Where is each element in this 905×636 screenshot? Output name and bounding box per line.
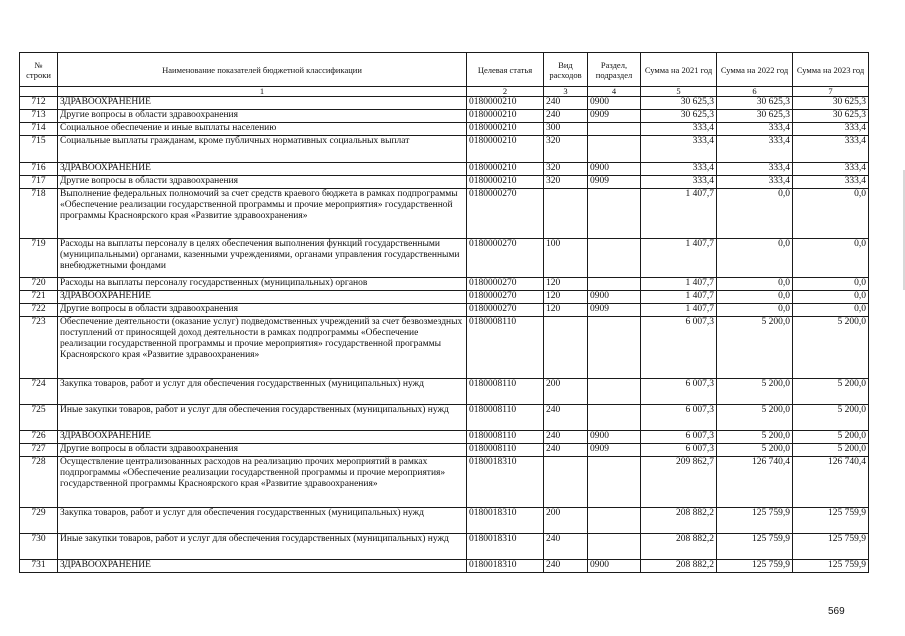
row-number-cell: 721 [20, 291, 58, 304]
row-number-cell: 731 [20, 560, 58, 573]
expense-type-cell: 240 [544, 560, 588, 573]
column-index: 5 [641, 87, 717, 97]
expense-type-cell: 120 [544, 291, 588, 304]
sum-2022-cell: 125 759,9 [717, 534, 793, 560]
indicator-name-cell: Другие вопросы в области здравоохранения [58, 444, 467, 457]
target-item-cell: 0180008110 [467, 379, 544, 405]
sum-2021-cell: 1 407,7 [641, 291, 717, 304]
target-item-cell: 0180008110 [467, 431, 544, 444]
section-cell [588, 534, 641, 560]
header-sum-2023: Сумма на 2023 год [793, 53, 869, 87]
indicator-name-cell: Расходы на выплаты персоналу в целях обеспечения выполнения функций государственными (муниципальными) органами, казенными учреждениями, органами управления государственными внебюджетными фондами [58, 239, 467, 278]
indicator-name-cell: ЗДРАВООХРАНЕНИЕ [58, 291, 467, 304]
header-indicator-name: Наименование показателей бюджетной классификации [58, 53, 467, 87]
table-row [20, 136, 869, 163]
section-cell [588, 457, 641, 508]
sum-2023-cell: 126 740,4 [793, 457, 869, 508]
column-index: 3 [544, 87, 588, 97]
page-number: 569 [828, 606, 845, 617]
expense-type-cell: 240 [544, 97, 588, 110]
column-index: 7 [793, 87, 869, 97]
header-row-number: № строки [20, 53, 58, 87]
row-number-cell: 724 [20, 379, 58, 405]
sum-2022-cell: 0,0 [717, 278, 793, 291]
expense-type-cell: 320 [544, 163, 588, 176]
row-number-cell: 712 [20, 97, 58, 110]
indicator-name-cell: Обеспечение деятельности (оказание услуг) подведомственных учреждений за счет безвозмездных поступлений от приносящей доход деятельности в рамках подпрограммы «Обеспечение реализации государственной программы и прочие мероприятия» государственной программы Красноярского края «Развитие здравоохранения» [58, 317, 467, 379]
sum-2023-cell: 0,0 [793, 304, 869, 317]
row-number-cell: 730 [20, 534, 58, 560]
row-number-cell: 716 [20, 163, 58, 176]
row-number-cell: 726 [20, 431, 58, 444]
sum-2023-cell: 0,0 [793, 239, 869, 278]
sum-2021-cell: 1 407,7 [641, 278, 717, 291]
sum-2022-cell: 5 200,0 [717, 431, 793, 444]
sum-2022-cell: 125 759,9 [717, 508, 793, 534]
sum-2023-cell: 0,0 [793, 291, 869, 304]
indicator-name-cell: Иные закупки товаров, работ и услуг для обеспечения государственных (муниципальных) нужд [58, 405, 467, 431]
expense-type-cell: 320 [544, 176, 588, 189]
section-cell [588, 379, 641, 405]
expense-type-cell: 240 [544, 405, 588, 431]
budget-table [19, 52, 869, 573]
section-cell [588, 317, 641, 379]
sum-2021-cell: 333,4 [641, 136, 717, 163]
sum-2021-cell: 1 407,7 [641, 189, 717, 239]
expense-type-cell: 100 [544, 239, 588, 278]
column-index: 1 [58, 87, 467, 97]
table-row [20, 304, 869, 317]
expense-type-cell [544, 457, 588, 508]
table-row [20, 317, 869, 379]
sum-2023-cell: 5 200,0 [793, 317, 869, 379]
sum-2023-cell: 125 759,9 [793, 508, 869, 534]
sum-2022-cell: 0,0 [717, 291, 793, 304]
target-item-cell: 0180000210 [467, 163, 544, 176]
sum-2023-cell: 30 625,3 [793, 110, 869, 123]
table-row [20, 534, 869, 560]
row-number-cell: 725 [20, 405, 58, 431]
table-row [20, 123, 869, 136]
indicator-name-cell: Осуществление централизованных расходов на реализацию прочих мероприятий в рамках подпрограммы «Обеспечение реализации государственной программы и прочие мероприятия» государственной программы Красноярского края «Развитие здравоохранения» [58, 457, 467, 508]
indicator-name-cell: Расходы на выплаты персоналу государственных (муниципальных) органов [58, 278, 467, 291]
row-number-cell: 715 [20, 136, 58, 163]
sum-2021-cell: 6 007,3 [641, 431, 717, 444]
target-item-cell: 0180008110 [467, 317, 544, 379]
expense-type-cell: 200 [544, 508, 588, 534]
target-item-cell: 0180008110 [467, 444, 544, 457]
sum-2022-cell: 126 740,4 [717, 457, 793, 508]
indicator-name-cell: Другие вопросы в области здравоохранения [58, 110, 467, 123]
target-item-cell: 0180000210 [467, 97, 544, 110]
sum-2023-cell: 125 759,9 [793, 560, 869, 573]
row-number-cell: 718 [20, 189, 58, 239]
row-number-cell: 717 [20, 176, 58, 189]
sum-2022-cell: 333,4 [717, 123, 793, 136]
target-item-cell: 0180000210 [467, 110, 544, 123]
sum-2022-cell: 0,0 [717, 304, 793, 317]
section-cell [588, 123, 641, 136]
sum-2022-cell: 30 625,3 [717, 110, 793, 123]
section-cell [588, 508, 641, 534]
sum-2021-cell: 6 007,3 [641, 379, 717, 405]
table-row [20, 278, 869, 291]
sum-2023-cell: 333,4 [793, 176, 869, 189]
sum-2023-cell: 0,0 [793, 278, 869, 291]
table-row [20, 431, 869, 444]
indicator-name-cell: Выполнение федеральных полномочий за счет средств краевого бюджета в рамках подпрограммы «Обеспечение реализации государственной программы и прочие мероприятия» государственной программы Красноярского края «Развитие здравоохранения» [58, 189, 467, 239]
expense-type-cell: 200 [544, 379, 588, 405]
target-item-cell: 0180000270 [467, 278, 544, 291]
expense-type-cell: 320 [544, 136, 588, 163]
table-row [20, 291, 869, 304]
indicator-name-cell: Другие вопросы в области здравоохранения [58, 176, 467, 189]
indicator-name-cell: Закупка товаров, работ и услуг для обеспечения государственных (муниципальных) нужд [58, 379, 467, 405]
row-number-cell: 722 [20, 304, 58, 317]
target-item-cell: 0180000270 [467, 239, 544, 278]
target-item-cell: 0180000270 [467, 304, 544, 317]
sum-2023-cell: 30 625,3 [793, 97, 869, 110]
target-item-cell: 0180000210 [467, 176, 544, 189]
indicator-name-cell: ЗДРАВООХРАНЕНИЕ [58, 431, 467, 444]
sum-2021-cell: 209 862,7 [641, 457, 717, 508]
indicator-name-cell: Социальные выплаты гражданам, кроме публичных нормативных социальных выплат [58, 136, 467, 163]
indicator-name-cell: ЗДРАВООХРАНЕНИЕ [58, 163, 467, 176]
row-number-cell: 720 [20, 278, 58, 291]
sum-2023-cell: 333,4 [793, 163, 869, 176]
sum-2023-cell: 5 200,0 [793, 431, 869, 444]
section-cell: 0909 [588, 444, 641, 457]
section-cell: 0900 [588, 291, 641, 304]
sum-2021-cell: 333,4 [641, 163, 717, 176]
sum-2023-cell: 125 759,9 [793, 534, 869, 560]
target-item-cell: 0180018310 [467, 560, 544, 573]
sum-2021-cell: 333,4 [641, 123, 717, 136]
sum-2021-cell: 333,4 [641, 176, 717, 189]
sum-2022-cell: 5 200,0 [717, 379, 793, 405]
sum-2021-cell: 1 407,7 [641, 304, 717, 317]
column-index: 6 [717, 87, 793, 97]
sum-2021-cell: 6 007,3 [641, 317, 717, 379]
sum-2023-cell: 5 200,0 [793, 444, 869, 457]
expense-type-cell: 240 [544, 431, 588, 444]
section-cell: 0900 [588, 97, 641, 110]
table-row [20, 163, 869, 176]
target-item-cell: 0180000210 [467, 136, 544, 163]
sum-2021-cell: 208 882,2 [641, 560, 717, 573]
indicator-name-cell: Другие вопросы в области здравоохранения [58, 304, 467, 317]
header-expense-type: Вид расходов [544, 53, 588, 87]
column-index [20, 87, 58, 97]
table-row [20, 239, 869, 278]
target-item-cell: 0180018310 [467, 457, 544, 508]
row-number-cell: 727 [20, 444, 58, 457]
table-row [20, 189, 869, 239]
expense-type-cell: 240 [544, 534, 588, 560]
indicator-name-cell: Закупка товаров, работ и услуг для обеспечения государственных (муниципальных) нужд [58, 508, 467, 534]
section-cell: 0909 [588, 176, 641, 189]
table-row [20, 110, 869, 123]
indicator-name-cell: ЗДРАВООХРАНЕНИЕ [58, 97, 467, 110]
table-row [20, 97, 869, 110]
sum-2022-cell: 333,4 [717, 136, 793, 163]
sum-2023-cell: 333,4 [793, 136, 869, 163]
expense-type-cell: 120 [544, 278, 588, 291]
target-item-cell: 0180000210 [467, 123, 544, 136]
target-item-cell: 0180000270 [467, 291, 544, 304]
row-number-cell: 723 [20, 317, 58, 379]
sum-2022-cell: 5 200,0 [717, 444, 793, 457]
section-cell: 0900 [588, 163, 641, 176]
sum-2022-cell: 0,0 [717, 239, 793, 278]
section-cell [588, 278, 641, 291]
sum-2021-cell: 1 407,7 [641, 239, 717, 278]
sum-2021-cell: 30 625,3 [641, 110, 717, 123]
section-cell: 0909 [588, 304, 641, 317]
indicator-name-cell: ЗДРАВООХРАНЕНИЕ [58, 560, 467, 573]
expense-type-cell: 240 [544, 444, 588, 457]
table-row [20, 444, 869, 457]
expense-type-cell: 120 [544, 304, 588, 317]
sum-2022-cell: 5 200,0 [717, 405, 793, 431]
table-row [20, 560, 869, 573]
table-row [20, 379, 869, 405]
section-cell: 0900 [588, 431, 641, 444]
header-sum-2022: Сумма на 2022 год [717, 53, 793, 87]
section-cell [588, 189, 641, 239]
target-item-cell: 0180018310 [467, 508, 544, 534]
expense-type-cell: 240 [544, 110, 588, 123]
sum-2021-cell: 6 007,3 [641, 444, 717, 457]
column-index-row [20, 87, 869, 97]
sum-2022-cell: 0,0 [717, 189, 793, 239]
sum-2021-cell: 208 882,2 [641, 508, 717, 534]
expense-type-cell [544, 317, 588, 379]
indicator-name-cell: Иные закупки товаров, работ и услуг для обеспечения государственных (муниципальных) нужд [58, 534, 467, 560]
header-sum-2021: Сумма на 2021 год [641, 53, 717, 87]
row-number-cell: 728 [20, 457, 58, 508]
sum-2023-cell: 5 200,0 [793, 379, 869, 405]
column-index: 2 [467, 87, 544, 97]
sum-2022-cell: 30 625,3 [717, 97, 793, 110]
target-item-cell: 0180018310 [467, 534, 544, 560]
row-number-cell: 719 [20, 239, 58, 278]
sum-2022-cell: 5 200,0 [717, 317, 793, 379]
expense-type-cell: 300 [544, 123, 588, 136]
sum-2021-cell: 30 625,3 [641, 97, 717, 110]
target-item-cell: 0180008110 [467, 405, 544, 431]
table-body [20, 97, 869, 573]
table-row [20, 176, 869, 189]
sum-2021-cell: 6 007,3 [641, 405, 717, 431]
section-cell [588, 405, 641, 431]
section-cell [588, 239, 641, 278]
header-target-item: Целевая статья [467, 53, 544, 87]
table-row [20, 508, 869, 534]
expense-type-cell [544, 189, 588, 239]
section-cell: 0900 [588, 560, 641, 573]
table-row [20, 405, 869, 431]
row-number-cell: 713 [20, 110, 58, 123]
table-row [20, 457, 869, 508]
sum-2022-cell: 333,4 [717, 176, 793, 189]
row-number-cell: 729 [20, 508, 58, 534]
sum-2022-cell: 333,4 [717, 163, 793, 176]
sum-2023-cell: 5 200,0 [793, 405, 869, 431]
indicator-name-cell: Социальное обеспечение и иные выплаты населению [58, 123, 467, 136]
sum-2021-cell: 208 882,2 [641, 534, 717, 560]
table-header-row [20, 53, 869, 87]
header-section: Раздел, подраздел [588, 53, 641, 87]
target-item-cell: 0180000270 [467, 189, 544, 239]
row-number-cell: 714 [20, 123, 58, 136]
section-cell: 0909 [588, 110, 641, 123]
section-cell [588, 136, 641, 163]
sum-2023-cell: 333,4 [793, 123, 869, 136]
sum-2023-cell: 0,0 [793, 189, 869, 239]
sum-2022-cell: 125 759,9 [717, 560, 793, 573]
column-index: 4 [588, 87, 641, 97]
